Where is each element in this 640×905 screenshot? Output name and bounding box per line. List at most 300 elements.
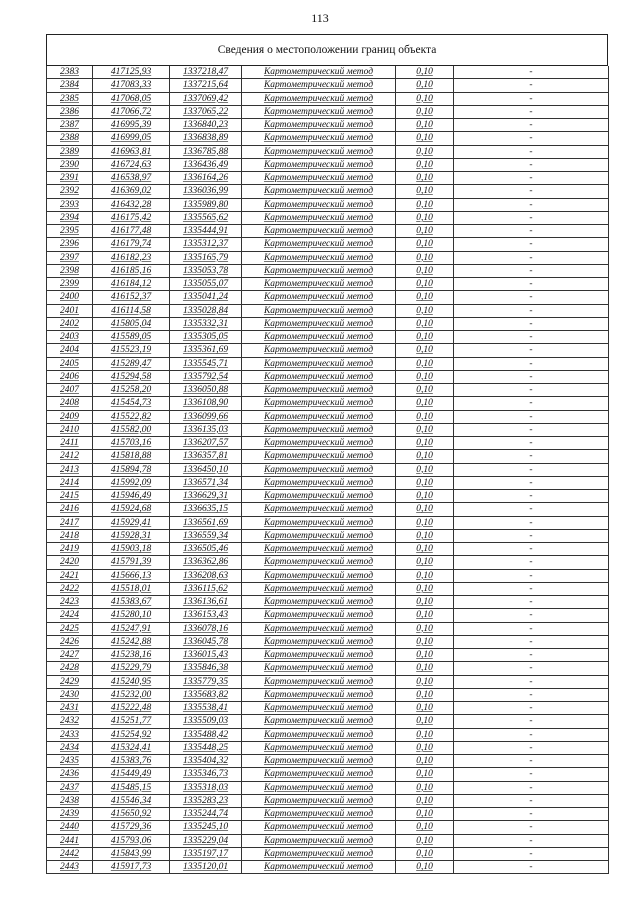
accuracy-cell: 0,10 (396, 808, 454, 821)
y-coordinate-cell: 1335346,73 (170, 768, 242, 781)
y-coordinate-cell: 1336629,31 (170, 490, 242, 503)
method-cell: Картометрический метод (242, 145, 396, 158)
y-coordinate-cell: 1336635,15 (170, 503, 242, 516)
table-row (47, 132, 609, 145)
point-number-cell: 2425 (47, 622, 93, 635)
point-number-cell: 2443 (47, 861, 93, 874)
point-number-cell: 2417 (47, 516, 93, 529)
method-cell: Картометрический метод (242, 715, 396, 728)
description-cell: - (454, 635, 609, 648)
accuracy-cell: 0,10 (396, 609, 454, 622)
y-coordinate-cell: 1335565,62 (170, 211, 242, 224)
x-coordinate-cell: 417083,33 (93, 79, 170, 92)
table-row (47, 384, 609, 397)
method-cell: Картометрический метод (242, 821, 396, 834)
table-row (47, 702, 609, 715)
y-coordinate-cell: 1336050,88 (170, 384, 242, 397)
description-cell: - (454, 423, 609, 436)
x-coordinate-cell: 415449,49 (93, 768, 170, 781)
method-cell: Картометрический метод (242, 278, 396, 291)
accuracy-cell: 0,10 (396, 516, 454, 529)
table-row (47, 357, 609, 370)
description-cell: - (454, 649, 609, 662)
coordinates-table (46, 66, 609, 874)
y-coordinate-cell: 1335448,25 (170, 741, 242, 754)
y-coordinate-cell: 1336450,10 (170, 463, 242, 476)
x-coordinate-cell: 415280,10 (93, 609, 170, 622)
point-number-cell: 2404 (47, 344, 93, 357)
table-row (47, 543, 609, 556)
point-number-cell: 2392 (47, 185, 93, 198)
method-cell: Картометрический метод (242, 410, 396, 423)
accuracy-cell: 0,10 (396, 755, 454, 768)
table-row (47, 821, 609, 834)
y-coordinate-cell: 1336208,63 (170, 569, 242, 582)
description-cell: - (454, 145, 609, 158)
table-row (47, 331, 609, 344)
y-coordinate-cell: 1335509,03 (170, 715, 242, 728)
method-cell: Картометрический метод (242, 503, 396, 516)
method-cell: Картометрический метод (242, 529, 396, 542)
description-cell: - (454, 79, 609, 92)
table-row (47, 741, 609, 754)
method-cell: Картометрический метод (242, 357, 396, 370)
point-number-cell: 2426 (47, 635, 93, 648)
accuracy-cell: 0,10 (396, 331, 454, 344)
point-number-cell: 2438 (47, 794, 93, 807)
y-coordinate-cell: 1335165,79 (170, 251, 242, 264)
point-number-cell: 2414 (47, 476, 93, 489)
y-coordinate-cell: 1335318,03 (170, 781, 242, 794)
x-coordinate-cell: 415240,95 (93, 675, 170, 688)
table-row (47, 715, 609, 728)
table-row (47, 79, 609, 92)
accuracy-cell: 0,10 (396, 105, 454, 118)
y-coordinate-cell: 1336436,49 (170, 158, 242, 171)
table-row (47, 211, 609, 224)
point-number-cell: 2397 (47, 251, 93, 264)
x-coordinate-cell: 415703,16 (93, 437, 170, 450)
x-coordinate-cell: 415383,76 (93, 755, 170, 768)
table-row (47, 410, 609, 423)
table-row (47, 834, 609, 847)
accuracy-cell: 0,10 (396, 476, 454, 489)
table-row (47, 119, 609, 132)
point-number-cell: 2413 (47, 463, 93, 476)
method-cell: Картометрический метод (242, 543, 396, 556)
method-cell: Картометрический метод (242, 516, 396, 529)
y-coordinate-cell: 1335488,42 (170, 728, 242, 741)
method-cell: Картометрический метод (242, 66, 396, 79)
y-coordinate-cell: 1336357,81 (170, 450, 242, 463)
method-cell: Картометрический метод (242, 79, 396, 92)
y-coordinate-cell: 1335283,23 (170, 794, 242, 807)
description-cell: - (454, 582, 609, 595)
method-cell: Картометрический метод (242, 370, 396, 383)
description-cell: - (454, 834, 609, 847)
method-cell: Картометрический метод (242, 317, 396, 330)
x-coordinate-cell: 416184,12 (93, 278, 170, 291)
table-row (47, 569, 609, 582)
description-cell: - (454, 105, 609, 118)
accuracy-cell: 0,10 (396, 529, 454, 542)
y-coordinate-cell: 1335683,82 (170, 688, 242, 701)
x-coordinate-cell: 415894,78 (93, 463, 170, 476)
point-number-cell: 2433 (47, 728, 93, 741)
method-cell: Картометрический метод (242, 675, 396, 688)
table-title: Сведения о местоположении границ объекта (46, 34, 608, 66)
accuracy-cell: 0,10 (396, 185, 454, 198)
table-row (47, 304, 609, 317)
description-cell: - (454, 317, 609, 330)
y-coordinate-cell: 1336559,34 (170, 529, 242, 542)
method-cell: Картометрический метод (242, 847, 396, 860)
method-cell: Картометрический метод (242, 768, 396, 781)
method-cell: Картометрический метод (242, 291, 396, 304)
y-coordinate-cell: 1335229,04 (170, 834, 242, 847)
y-coordinate-cell: 1335197,17 (170, 847, 242, 860)
method-cell: Картометрический метод (242, 476, 396, 489)
x-coordinate-cell: 415917,73 (93, 861, 170, 874)
point-number-cell: 2439 (47, 808, 93, 821)
method-cell: Картометрический метод (242, 450, 396, 463)
accuracy-cell: 0,10 (396, 463, 454, 476)
x-coordinate-cell: 416177,48 (93, 225, 170, 238)
x-coordinate-cell: 415929,41 (93, 516, 170, 529)
method-cell: Картометрический метод (242, 384, 396, 397)
point-number-cell: 2406 (47, 370, 93, 383)
x-coordinate-cell: 415843,99 (93, 847, 170, 860)
accuracy-cell: 0,10 (396, 92, 454, 105)
y-coordinate-cell: 1336785,88 (170, 145, 242, 158)
accuracy-cell: 0,10 (396, 675, 454, 688)
x-coordinate-cell: 415666,13 (93, 569, 170, 582)
x-coordinate-cell: 415251,77 (93, 715, 170, 728)
method-cell: Картометрический метод (242, 702, 396, 715)
method-cell: Картометрический метод (242, 622, 396, 635)
point-number-cell: 2434 (47, 741, 93, 754)
accuracy-cell: 0,10 (396, 145, 454, 158)
method-cell: Картометрический метод (242, 649, 396, 662)
x-coordinate-cell: 415793,06 (93, 834, 170, 847)
description-cell: - (454, 437, 609, 450)
point-number-cell: 2384 (47, 79, 93, 92)
point-number-cell: 2441 (47, 834, 93, 847)
accuracy-cell: 0,10 (396, 79, 454, 92)
x-coordinate-cell: 415383,67 (93, 596, 170, 609)
x-coordinate-cell: 416999,05 (93, 132, 170, 145)
accuracy-cell: 0,10 (396, 264, 454, 277)
point-number-cell: 2388 (47, 132, 93, 145)
accuracy-cell: 0,10 (396, 450, 454, 463)
method-cell: Картометрический метод (242, 238, 396, 251)
page-number: 113 (311, 11, 329, 25)
accuracy-cell: 0,10 (396, 715, 454, 728)
y-coordinate-cell: 1335028,84 (170, 304, 242, 317)
accuracy-cell: 0,10 (396, 357, 454, 370)
method-cell: Картометрический метод (242, 662, 396, 675)
y-coordinate-cell: 1335244,74 (170, 808, 242, 821)
x-coordinate-cell: 416182,23 (93, 251, 170, 264)
table-row (47, 768, 609, 781)
x-coordinate-cell: 415946,49 (93, 490, 170, 503)
y-coordinate-cell: 1335053,78 (170, 264, 242, 277)
table-row (47, 755, 609, 768)
method-cell: Картометрический метод (242, 158, 396, 171)
accuracy-cell: 0,10 (396, 238, 454, 251)
point-number-cell: 2430 (47, 688, 93, 701)
table-row (47, 185, 609, 198)
x-coordinate-cell: 416724,63 (93, 158, 170, 171)
point-number-cell: 2393 (47, 198, 93, 211)
method-cell: Картометрический метод (242, 490, 396, 503)
accuracy-cell: 0,10 (396, 158, 454, 171)
x-coordinate-cell: 415589,05 (93, 331, 170, 344)
description-cell: - (454, 172, 609, 185)
method-cell: Картометрический метод (242, 423, 396, 436)
description-cell: - (454, 264, 609, 277)
point-number-cell: 2419 (47, 543, 93, 556)
description-cell: - (454, 344, 609, 357)
description-cell: - (454, 238, 609, 251)
point-number-cell: 2396 (47, 238, 93, 251)
description-cell: - (454, 808, 609, 821)
method-cell: Картометрический метод (242, 808, 396, 821)
table-row (47, 781, 609, 794)
x-coordinate-cell: 415729,36 (93, 821, 170, 834)
accuracy-cell: 0,10 (396, 172, 454, 185)
description-cell: - (454, 331, 609, 344)
point-number-cell: 2427 (47, 649, 93, 662)
method-cell: Картометрический метод (242, 397, 396, 410)
description-cell: - (454, 821, 609, 834)
x-coordinate-cell: 415992,09 (93, 476, 170, 489)
description-cell: - (454, 490, 609, 503)
method-cell: Картометрический метод (242, 132, 396, 145)
table-row (47, 92, 609, 105)
accuracy-cell: 0,10 (396, 768, 454, 781)
y-coordinate-cell: 1335846,38 (170, 662, 242, 675)
method-cell: Картометрический метод (242, 609, 396, 622)
accuracy-cell: 0,10 (396, 781, 454, 794)
table-body (47, 66, 609, 874)
point-number-cell: 2412 (47, 450, 93, 463)
method-cell: Картометрический метод (242, 728, 396, 741)
description-cell: - (454, 158, 609, 171)
x-coordinate-cell: 415523,19 (93, 344, 170, 357)
description-cell: - (454, 66, 609, 79)
accuracy-cell: 0,10 (396, 688, 454, 701)
y-coordinate-cell: 1336036,99 (170, 185, 242, 198)
accuracy-cell: 0,10 (396, 490, 454, 503)
x-coordinate-cell: 415924,68 (93, 503, 170, 516)
table-row (47, 238, 609, 251)
method-cell: Картометрический метод (242, 569, 396, 582)
accuracy-cell: 0,10 (396, 834, 454, 847)
x-coordinate-cell: 415254,92 (93, 728, 170, 741)
y-coordinate-cell: 1335245,10 (170, 821, 242, 834)
y-coordinate-cell: 1336164,26 (170, 172, 242, 185)
y-coordinate-cell: 1337218,47 (170, 66, 242, 79)
description-cell: - (454, 291, 609, 304)
y-coordinate-cell: 1336838,89 (170, 132, 242, 145)
table-row (47, 463, 609, 476)
y-coordinate-cell: 1335332,31 (170, 317, 242, 330)
table-row (47, 622, 609, 635)
x-coordinate-cell: 415242,88 (93, 635, 170, 648)
method-cell: Картометрический метод (242, 556, 396, 569)
point-number-cell: 2428 (47, 662, 93, 675)
y-coordinate-cell: 1335444,91 (170, 225, 242, 238)
y-coordinate-cell: 1336108,90 (170, 397, 242, 410)
method-cell: Картометрический метод (242, 185, 396, 198)
accuracy-cell: 0,10 (396, 384, 454, 397)
accuracy-cell: 0,10 (396, 622, 454, 635)
accuracy-cell: 0,10 (396, 635, 454, 648)
accuracy-cell: 0,10 (396, 821, 454, 834)
y-coordinate-cell: 1336078,16 (170, 622, 242, 635)
x-coordinate-cell: 415928,31 (93, 529, 170, 542)
y-coordinate-cell: 1337215,64 (170, 79, 242, 92)
method-cell: Картометрический метод (242, 781, 396, 794)
point-number-cell: 2409 (47, 410, 93, 423)
table-row (47, 225, 609, 238)
x-coordinate-cell: 415522,82 (93, 410, 170, 423)
accuracy-cell: 0,10 (396, 66, 454, 79)
description-cell: - (454, 132, 609, 145)
description-cell: - (454, 675, 609, 688)
y-coordinate-cell: 1335120,01 (170, 861, 242, 874)
description-cell: - (454, 622, 609, 635)
accuracy-cell: 0,10 (396, 582, 454, 595)
table-row (47, 649, 609, 662)
y-coordinate-cell: 1336045,78 (170, 635, 242, 648)
description-cell: - (454, 304, 609, 317)
point-number-cell: 2399 (47, 278, 93, 291)
description-cell: - (454, 198, 609, 211)
point-number-cell: 2387 (47, 119, 93, 132)
description-cell: - (454, 463, 609, 476)
point-number-cell: 2385 (47, 92, 93, 105)
y-coordinate-cell: 1335404,32 (170, 755, 242, 768)
description-cell: - (454, 662, 609, 675)
description-cell: - (454, 357, 609, 370)
method-cell: Картометрический метод (242, 861, 396, 874)
accuracy-cell: 0,10 (396, 503, 454, 516)
y-coordinate-cell: 1335055,07 (170, 278, 242, 291)
x-coordinate-cell: 415650,92 (93, 808, 170, 821)
method-cell: Картометрический метод (242, 582, 396, 595)
point-number-cell: 2405 (47, 357, 93, 370)
description-cell: - (454, 861, 609, 874)
point-number-cell: 2395 (47, 225, 93, 238)
y-coordinate-cell: 1336505,46 (170, 543, 242, 556)
description-cell: - (454, 596, 609, 609)
accuracy-cell: 0,10 (396, 317, 454, 330)
point-number-cell: 2432 (47, 715, 93, 728)
description-cell: - (454, 503, 609, 516)
accuracy-cell: 0,10 (396, 794, 454, 807)
point-number-cell: 2440 (47, 821, 93, 834)
table-row (47, 198, 609, 211)
point-number-cell: 2429 (47, 675, 93, 688)
y-coordinate-cell: 1336362,86 (170, 556, 242, 569)
point-number-cell: 2407 (47, 384, 93, 397)
table-row (47, 105, 609, 118)
table-row (47, 251, 609, 264)
method-cell: Картометрический метод (242, 198, 396, 211)
x-coordinate-cell: 415289,47 (93, 357, 170, 370)
y-coordinate-cell: 1336115,62 (170, 582, 242, 595)
description-cell: - (454, 728, 609, 741)
accuracy-cell: 0,10 (396, 702, 454, 715)
y-coordinate-cell: 1335312,37 (170, 238, 242, 251)
method-cell: Картометрический метод (242, 304, 396, 317)
x-coordinate-cell: 415294,58 (93, 370, 170, 383)
accuracy-cell: 0,10 (396, 741, 454, 754)
point-number-cell: 2408 (47, 397, 93, 410)
method-cell: Картометрический метод (242, 211, 396, 224)
x-coordinate-cell: 415247,91 (93, 622, 170, 635)
point-number-cell: 2416 (47, 503, 93, 516)
x-coordinate-cell: 415546,34 (93, 794, 170, 807)
method-cell: Картометрический метод (242, 251, 396, 264)
y-coordinate-cell: 1335779,35 (170, 675, 242, 688)
table-row (47, 66, 609, 79)
x-coordinate-cell: 415238,16 (93, 649, 170, 662)
table-row (47, 317, 609, 330)
point-number-cell: 2421 (47, 569, 93, 582)
accuracy-cell: 0,10 (396, 861, 454, 874)
accuracy-cell: 0,10 (396, 596, 454, 609)
x-coordinate-cell: 417125,93 (93, 66, 170, 79)
y-coordinate-cell: 1336840,23 (170, 119, 242, 132)
description-cell: - (454, 715, 609, 728)
accuracy-cell: 0,10 (396, 423, 454, 436)
x-coordinate-cell: 416175,42 (93, 211, 170, 224)
table-row (47, 609, 609, 622)
description-cell: - (454, 609, 609, 622)
x-coordinate-cell: 415818,88 (93, 450, 170, 463)
y-coordinate-cell: 1337065,22 (170, 105, 242, 118)
table-row (47, 808, 609, 821)
point-number-cell: 2424 (47, 609, 93, 622)
x-coordinate-cell: 416179,74 (93, 238, 170, 251)
table-row (47, 675, 609, 688)
method-cell: Картометрический метод (242, 755, 396, 768)
method-cell: Картометрический метод (242, 264, 396, 277)
description-cell: - (454, 92, 609, 105)
table-row (47, 450, 609, 463)
point-number-cell: 2400 (47, 291, 93, 304)
accuracy-cell: 0,10 (396, 291, 454, 304)
x-coordinate-cell: 417068,05 (93, 92, 170, 105)
description-cell: - (454, 410, 609, 423)
table-row (47, 344, 609, 357)
accuracy-cell: 0,10 (396, 119, 454, 132)
description-cell: - (454, 781, 609, 794)
x-coordinate-cell: 416963,81 (93, 145, 170, 158)
point-number-cell: 2411 (47, 437, 93, 450)
accuracy-cell: 0,10 (396, 569, 454, 582)
description-cell: - (454, 119, 609, 132)
description-cell: - (454, 569, 609, 582)
x-coordinate-cell: 415258,20 (93, 384, 170, 397)
accuracy-cell: 0,10 (396, 211, 454, 224)
description-cell: - (454, 755, 609, 768)
description-cell: - (454, 251, 609, 264)
method-cell: Картометрический метод (242, 596, 396, 609)
